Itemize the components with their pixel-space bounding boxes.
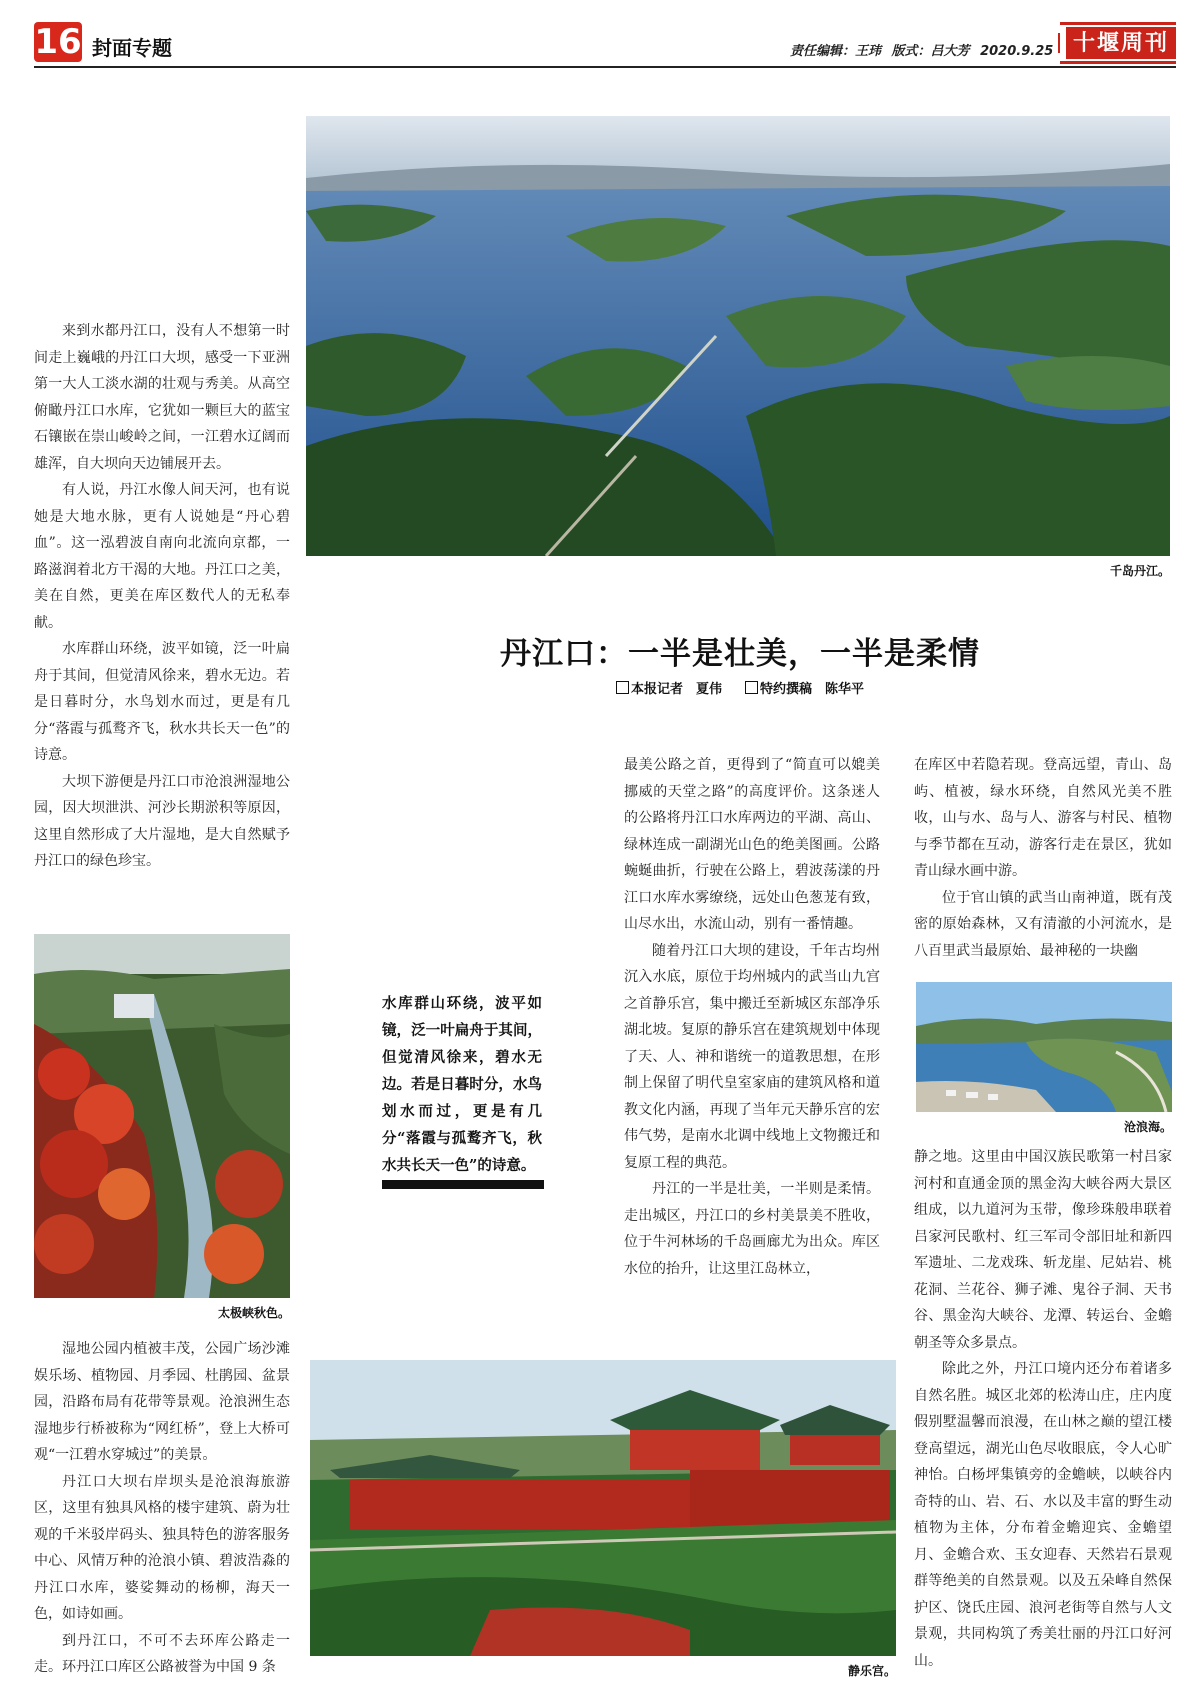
paragraph: 有人说，丹江水像人间天河，也有说她是大地水脉，更有人说她是“丹心碧血”。这一泓碧波自南向北流向京都，一路滋润着北方干渴的大地。丹江口之美，美在自然，更美在库区数代人的无私奉献。 xyxy=(34,482,290,631)
paragraph: 水库群山环绕，波平如镜，泛一叶扁舟于其间，但觉清风徐来，碧水无边。若是日暮时分，水鸟划水而过，更是有几分“落霞与孤鹜齐飞，秋水共长天一色”的诗意。 xyxy=(34,641,290,763)
page-number: 16 xyxy=(34,22,82,62)
paragraph: 到丹江口，不可不去环库公路走一走。环丹江口库区公路被誉为中国 9 条 xyxy=(34,1632,290,1675)
column-3 xyxy=(624,752,880,1282)
photo-thousand-islands xyxy=(306,116,1170,556)
photo-taiji-gorge xyxy=(34,934,290,1298)
column-1-top xyxy=(34,318,290,875)
masthead-text: 十堰周刊 xyxy=(1066,27,1176,59)
masthead-logo xyxy=(1060,22,1176,64)
column-4-top xyxy=(914,752,1172,964)
section-title: 封面专题 xyxy=(92,36,172,60)
header-credits xyxy=(790,40,1059,59)
column-1-bottom xyxy=(34,1336,290,1681)
pull-quote: 水库群山环绕，波平如镜，泛一叶扁舟于其间，但觉清风徐来，碧水无边。若是日暮时分，水鸟划水而过，更是有几分“落霞与孤鹜齐飞，秋水共长天一色”的诗意。 xyxy=(382,995,542,1174)
paragraph: 静之地。这里由中国汉族民歌第一村吕家河村和直通金顶的黑金沟大峡谷两大景区组成，以九道河为玉带，像珍珠般串联着吕家河民歌村、红三军司令部旧址和新四军遗址、二龙戏珠、斩龙崖、尼姑岩、桃花洞、兰花谷、狮子滩、鬼谷子洞、天书谷、黑金沟大峡谷、龙潭、转运台、金蟾朝圣等众多景点。 xyxy=(914,1149,1172,1351)
layout-credit: 版式：吕大芳 xyxy=(891,44,970,59)
paragraph: 除此之外，丹江口境内还分布着诸多自然名胜。城区北郊的松涛山庄，庄内度假别墅温馨而浪漫，在山林之巅的望江楼登高望远，湖光山色尽收眼底，令人心旷神怡。白杨坪集镇旁的金蟾峡，以峡谷内奇特的山、岩、石、水以及丰富的野生动植物为主体，分布着金蟾迎宾、金蟾望月、金蟾合欢、玉女迎春、天然岩石景观群等绝美的自然景观。以及五朵峰自然保护区、饶氏庄园、浪河老街等自然与人文景观，共同构筑了秀美壮丽的丹江口好河山。 xyxy=(914,1361,1172,1669)
paragraph: 湿地公园内植被丰茂，公园广场沙滩娱乐场、植物园、月季园、杜鹃园、盆景园，沿路布局有花带等景观。沧浪洲生态湿地步行桥被称为“网红桥”，登上大桥可观“一江碧水穿城过”的美景。 xyxy=(34,1341,290,1463)
paragraph: 大坝下游便是丹江口市沧浪洲湿地公园，因大坝泄洪、河沙长期淤积等原因，这里自然形成了大片湿地，是大自然赋予丹江口的绿色珍宝。 xyxy=(34,773,290,869)
paragraph: 丹江口大坝右岸坝头是沧浪海旅游区，这里有独具风格的楼宇建筑、蔚为壮观的千米驳岸码头、独具特色的游客服务中心、风情万种的沧浪小镇、碧波浩淼的丹江口水库，婆娑舞动的杨柳，海天一色，如诗如画。 xyxy=(34,1473,290,1622)
caption-jingle-palace: 静乐宫。 xyxy=(847,1664,896,1678)
photo-thousand-islands-graphic xyxy=(306,116,1170,556)
photo-jingle-palace-graphic xyxy=(310,1360,896,1656)
pull-quote-rule xyxy=(382,1180,544,1189)
editor-credit: 责任编辑：王玮 xyxy=(790,44,882,59)
paragraph: 来到水都丹江口，没有人不想第一时间走上巍峨的丹江口大坝，感受一下亚洲第一大人工淡水湖的壮观与秀美。从高空俯瞰丹江口水库，它犹如一颗巨大的蓝宝石镶嵌在崇山峻岭之间，一江碧水辽阔而雄浑，自大坝向天边铺展开去。 xyxy=(34,323,290,472)
photo-taiji-gorge-graphic xyxy=(34,934,290,1298)
masthead-ornament xyxy=(1058,33,1066,53)
byline-reporter: 本报记者 夏伟 xyxy=(630,682,722,697)
byline-box-icon xyxy=(745,681,758,694)
photo-jingle-palace xyxy=(310,1360,896,1656)
caption-thousand-islands: 千岛丹江。 xyxy=(1109,564,1170,578)
paragraph: 最美公路之首，更得到了“简直可以媲美挪威的天堂之路”的高度评价。这条迷人的公路将丹江口水库两边的平湖、高山、绿林连成一副湖光山色的绝美图画。公路蜿蜒曲折，行驶在公路上，碧波荡漾的丹江口水库水雾缭绕，远处山色葱茏有致，山尽水出，水流山动，别有一番情趣。 xyxy=(624,757,880,932)
column-4-bottom xyxy=(914,1144,1172,1674)
paragraph: 随着丹江口大坝的建设，千年古均州沉入水底，原位于均州城内的武当山九宫之首静乐宫，集中搬迁至新城区东部净乐湖北坡。复原的静乐宫在建筑规划中体现了天、人、神和谐统一的道教思想，在形制上保留了明代皇室家庙的建筑风格和道教文化内涵，再现了当年元天静乐宫的宏伟气势，是南水北调中线地上文物搬迁和复原工程的典范。 xyxy=(624,942,880,1171)
paragraph: 位于官山镇的武当山南神道，既有茂密的原始森林，又有清澈的小河流水，是八百里武当最原始、最神秘的一块幽 xyxy=(914,889,1172,959)
paragraph: 丹江的一半是壮美，一半则是柔情。走出城区，丹江口的乡村美景美不胜收，位于牛河林场的千岛画廊尤为出众。库区水位的抬升，让这里江岛林立， xyxy=(624,1181,880,1277)
photo-canglang-sea xyxy=(916,982,1172,1112)
caption-canglang-sea: 沧浪海。 xyxy=(1123,1120,1172,1134)
article-byline xyxy=(300,678,1180,697)
article-headline: 丹江口：一半是壮美，一半是柔情 xyxy=(500,636,980,672)
issue-date: 2020.9.25 xyxy=(980,44,1054,59)
header-divider xyxy=(34,66,1176,68)
photo-canglang-sea-graphic xyxy=(916,982,1172,1112)
caption-taiji-gorge: 太极峡秋色。 xyxy=(217,1306,290,1320)
paragraph: 在库区中若隐若现。登高远望，青山、岛屿、植被，绿水环绕，自然风光美不胜收，山与水、岛与人、游客与村民、植物与季节都在互动，游客行走在景区，犹如青山绿水画中游。 xyxy=(914,757,1172,879)
byline-contributor: 特约撰稿 陈华平 xyxy=(760,682,865,697)
byline-box-icon xyxy=(616,681,629,694)
